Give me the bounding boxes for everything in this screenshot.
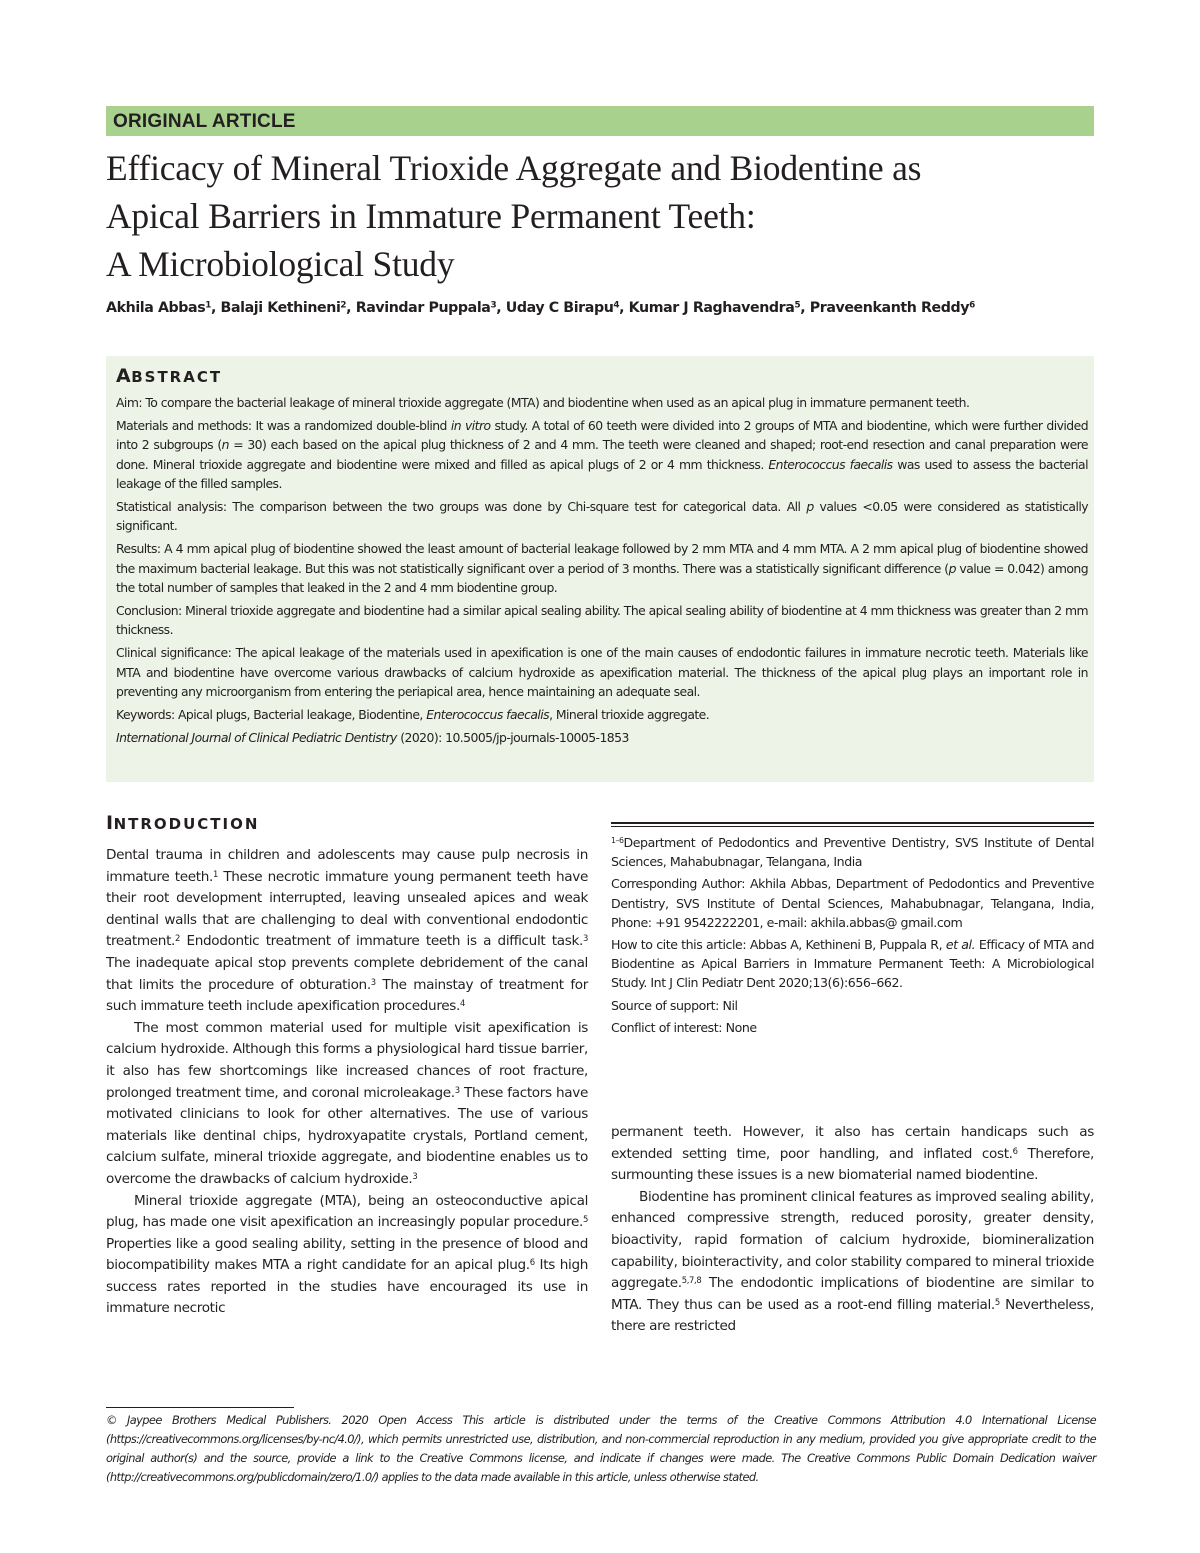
- author-name: Balaji Kethineni: [220, 300, 341, 316]
- license-footnote: © Jaypee Brothers Medical Publishers. 2020 Open Access This article is distributed under the terms of the Creative Commons Attribution 4.0 International License (https://creativecommons.org/licenses/by-nc/4.0/), which permits unrestricted use, distribution, and non-commercial reproduction in any medium, provided you give appropriate credit to the original author(s) and the source, provide a link to the Creative Commons license, and indicate if changes were made. The Creative Commons Public Domain Dedication waiver (http://creativecommons.org/publicdomain/zero/1.0/) applies to the data made available in this article, unless otherwise stated.: [106, 1413, 1096, 1484]
- source-of-support: Source of support: Nil: [611, 997, 738, 1013]
- affiliation-box: [611, 833, 1094, 1040]
- author-name: Akhila Abbas: [106, 300, 206, 316]
- abstract-aim: Aim: To compare the bacterial leakage of mineral trioxide aggregate (MTA) and biodentine when used as an apical plug in immature permanent teeth.: [116, 395, 970, 410]
- title-line: Efficacy of Mineral Trioxide Aggregate and Biodentine as: [106, 148, 922, 188]
- introduction-right-column: [611, 1122, 1094, 1338]
- body-paragraph: Biodentine has prominent clinical features as improved sealing ability, enhanced compressive strength, reduced porosity, greater density, bioactivity, rapid formation of calcium hydroxide, biomineralization capability, biointeractivity, and color stability compared to mineral trioxide aggregate.$^{5,7,8}$ The endodontic implications of biodentine are similar to MTA. They thus can be used as a root-end filling material.$^5$ Nevertheless, there are restricted: [611, 1188, 1095, 1335]
- author-name: Kumar J Raghavendra: [628, 300, 795, 316]
- title-line: A Microbiological Study: [106, 244, 455, 284]
- title-line: Apical Barriers in Immature Permanent Teeth:: [106, 196, 756, 236]
- abstract-results: Results: A 4 mm apical plug of biodentine showed the least amount of bacterial leakage followed by 2 mm MTA and 4 mm MTA. A 2 mm apical plug of biodentine showed the maximum bacterial leakage. But this was not statistically significant over a period of 3 months. There was a statistically significant difference (p value = 0.042) among the total number of samples that leaked in the 2 and 4 mm biodentine group.: [116, 541, 1089, 595]
- abstract-heading: ABSTRACT: [116, 365, 223, 387]
- conflict-of-interest: Conflict of interest: None: [611, 1019, 757, 1035]
- how-to-cite: How to cite this article: Abbas A, Kethineni B, Puppala R, et al. Efficacy of MTA and Biodentine as Apical Barriers in Immature Permanent Teeth: A Microbiological Study. Int J Clin Pediatr Dent 2020;13(6):656–662.: [611, 937, 1094, 991]
- abstract-box: [106, 356, 1094, 782]
- abstract-journal-citation: International Journal of Clinical Pediatric Dentistry (2020): 10.5005/jp-journals-10005-1853: [116, 730, 629, 746]
- article-type-label: ORIGINAL ARTICLE: [113, 111, 296, 132]
- author-affiliation-mark: 3: [490, 300, 497, 311]
- body-paragraph: permanent teeth. However, it also has certain handicaps such as extended setting time, poor handling, and inflated cost.$^6$ Therefore, surmounting these issues is a new biomaterial named biodentine.: [611, 1124, 1094, 1184]
- footnote-divider: [106, 1407, 294, 1408]
- corresponding-author: Corresponding Author: Akhila Abbas, Department of Pedodontics and Preventive Dentistry, SVS Institute of Dental Sciences, Mahabubnagar, Telangana, India, Phone: +91 9542222201, e-mail: akhila.abbas@ gmail.com: [611, 876, 1094, 930]
- affiliation-department: $^{1-6}$Department of Pedodontics and Preventive Dentistry, SVS Institute of Dental Sciences, Mahabubnagar, Telangana, India: [611, 835, 1094, 870]
- article-type-banner: [106, 106, 1094, 136]
- abstract-keywords: Keywords: Apical plugs, Bacterial leakage, Biodentine, Enterococcus faecalis, Mineral trioxide aggregate.: [116, 707, 710, 723]
- affiliation-divider: [611, 822, 1094, 827]
- author-name: Praveenkanth Reddy: [809, 300, 970, 316]
- abstract-methods: Materials and methods: It was a randomized double-blind in vitro study. A total of 60 teeth were divided into 2 groups of MTA and biodentine, which were further divided into 2 subgroups (n = 30) each based on the apical plug thickness of 2 and 4 mm. The teeth were cleaned and shaped; root-end resection and canal preparation were done. Mineral trioxide aggregate and biodentine were mixed and filled as apical plugs of 2 or 4 mm thickness. Enterococcus faecalis was used to assess the bacterial leakage of the filled samples.: [116, 418, 1089, 491]
- author-name: Uday C Birapu: [505, 300, 614, 316]
- article-title: [106, 144, 1096, 288]
- body-paragraph: Dental trauma in children and adolescents may cause pulp necrosis in immature teeth.$^1$ These necrotic immature young permanent teeth have their root development interrupted, leaving unsealed apices and weak dentinal walls that are challenging to deal with conventional endodontic treatment.$^2$ Endodontic treatment of immature teeth is a difficult task.$^3$ The inadequate apical stop prevents complete debridement of the canal that limits the procedure of obturation.$^3$ The mainstay of treatment for such immature teeth include apexification procedures.$^4$: [106, 847, 588, 1015]
- author-affiliation-mark: 4: [613, 300, 620, 311]
- author-affiliation-mark: 2: [340, 300, 347, 311]
- abstract-clinical-significance: Clinical significance: The apical leakage of the materials used in apexification is one of the main causes of endodontic failures in immature necrotic teeth. Materials like MTA and biodentine have overcome various drawbacks of calcium hydroxide as apexification material. The thickness of the apical plug plays an important role in preventing any microorganism from entering the periapical area, hence maintaining an adequate seal.: [116, 645, 1088, 699]
- abstract-conclusion: Conclusion: Mineral trioxide aggregate and biodentine had a similar apical sealing ability. The apical sealing ability of biodentine at 4 mm thickness was greater than 2 mm thickness.: [116, 603, 1088, 638]
- author-list: Akhila Abbas$^1$, Balaji Kethineni$^2$, Ravindar Puppala$^3$, Uday C Birapu$^4$, Kumar J Raghavendra$^5$, Praveenkanth Reddy$^6$: [106, 300, 975, 316]
- author-affiliation-mark: 5: [794, 300, 801, 311]
- body-paragraph: Mineral trioxide aggregate (MTA), being an osteoconductive apical plug, has made one visit apexification an increasingly popular procedure.$^5$ Properties like a good sealing ability, setting in the presence of blood and biocompatibility makes MTA a right candidate for an apical plug.$^6$ Its high success rates reported in the studies have encouraged its use in immature necrotic: [106, 1192, 588, 1317]
- author-name: Ravindar Puppala: [355, 300, 491, 316]
- author-affiliation-mark: 1: [205, 300, 211, 311]
- body-paragraph: The most common material used for multiple visit apexification is calcium hydroxide. Although this forms a physiological hard tissue barrier, it also has few shortcomings like increased chances of root fracture, prolonged treatment time, and coronal microleakage.$^3$ These factors have motivated clinicians to look for other alternatives. The use of various materials like dentinal chips, hydroxyapatite crystals, Portland cement, calcium sulfate, mineral trioxide aggregate, and biodentine enables us to overcome the drawbacks of calcium hydroxide.$^3$: [106, 1019, 588, 1187]
- introduction-heading: INTRODUCTION: [106, 812, 260, 834]
- abstract-statistics: Statistical analysis: The comparison between the two groups was done by Chi-square test for categorical data. All p values <0.05 were considered as statistically significant.: [116, 499, 1089, 534]
- abstract-body: [116, 393, 1088, 751]
- author-affiliation-mark: 6: [969, 300, 975, 311]
- introduction-left-column: [106, 812, 588, 1320]
